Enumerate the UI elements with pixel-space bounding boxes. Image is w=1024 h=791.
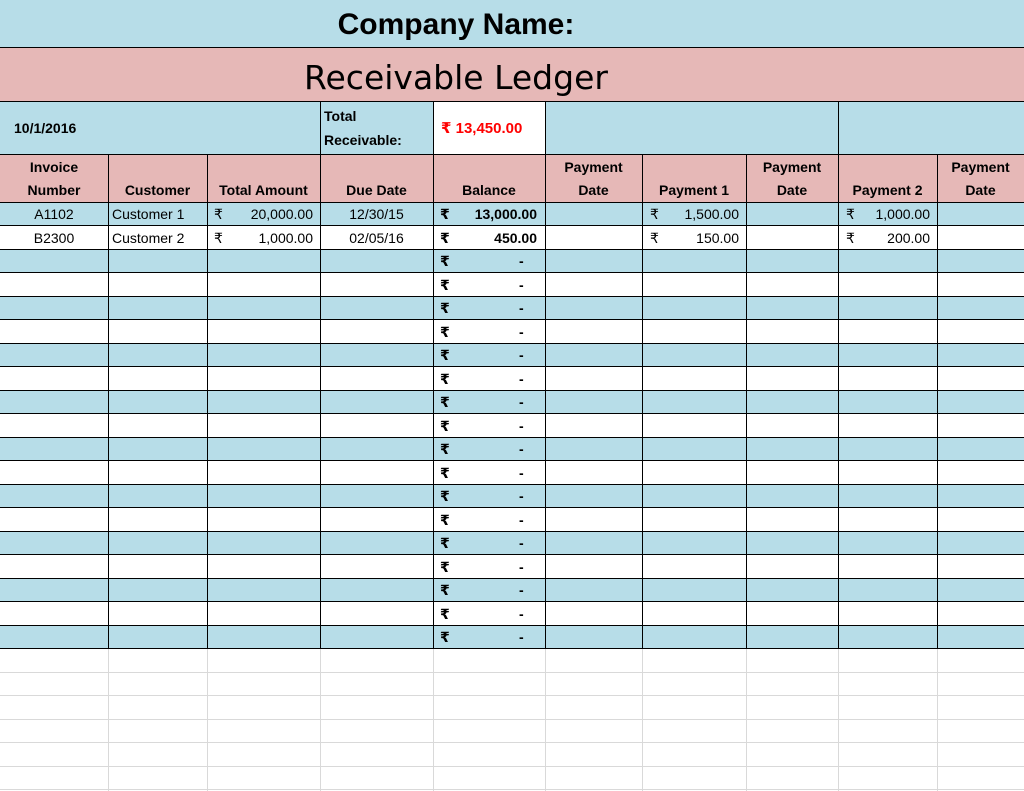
balance-dash: -	[519, 558, 524, 575]
currency-symbol: ₹	[440, 370, 450, 387]
info-border	[545, 101, 546, 154]
currency-symbol: ₹	[440, 229, 450, 246]
currency-symbol: ₹	[440, 464, 450, 481]
section-border	[0, 101, 1024, 102]
column-header: Payment	[564, 159, 623, 175]
balance-dash: -	[519, 535, 524, 551]
currency-symbol: ₹	[214, 206, 223, 222]
empty-row	[0, 555, 1024, 579]
section-border	[0, 47, 1024, 48]
balance-dash: -	[519, 511, 524, 528]
column-header: Payment 1	[658, 182, 730, 198]
payment-2: 200.00	[887, 229, 930, 246]
empty-row	[0, 390, 1024, 414]
balance-dash: -	[519, 253, 524, 269]
gridline	[838, 649, 839, 791]
currency-symbol: ₹	[650, 206, 659, 222]
column-border	[838, 154, 839, 649]
column-header: Customer	[124, 182, 191, 198]
balance-dash: -	[519, 300, 524, 316]
currency-symbol: ₹	[440, 558, 450, 575]
currency-symbol: ₹	[440, 582, 450, 598]
row-border	[0, 413, 1024, 414]
due-date: 12/30/15	[349, 206, 404, 222]
row-border	[0, 390, 1024, 391]
balance-dash: -	[519, 629, 524, 645]
invoice-number: A1102	[34, 206, 74, 222]
info-border	[838, 101, 839, 154]
column-border	[320, 154, 321, 649]
column-header: Payment 2	[852, 182, 923, 198]
customer-name: Customer 2	[112, 229, 185, 246]
payment-2: 1,000.00	[875, 206, 930, 222]
section-border	[0, 154, 1024, 155]
empty-row	[0, 343, 1024, 367]
currency-symbol: ₹	[440, 535, 450, 551]
column-header: Date	[776, 182, 808, 198]
total-receivable-label: Total	[324, 108, 357, 124]
row-border	[0, 601, 1024, 602]
balance-dash: -	[519, 582, 524, 598]
balance: 450.00	[494, 229, 537, 246]
total-receivable-value: ₹ 13,450.00	[441, 120, 523, 137]
currency-symbol: ₹	[440, 347, 450, 363]
gridline	[545, 649, 546, 791]
column-border	[108, 154, 109, 649]
empty-row	[0, 625, 1024, 649]
balance-dash: -	[519, 441, 524, 457]
gridline	[320, 649, 321, 791]
column-border	[433, 154, 434, 649]
row-border	[0, 437, 1024, 438]
currency-symbol: ₹	[440, 417, 450, 434]
column-header: Date	[965, 182, 996, 198]
ledger-title: Receivable Ledger	[304, 58, 608, 97]
column-border	[207, 154, 208, 649]
row-border	[0, 507, 1024, 508]
column-header: Date	[578, 182, 609, 198]
column-header: Total Amount	[219, 182, 308, 198]
column-header: Invoice	[29, 159, 79, 175]
gridline	[0, 766, 1024, 767]
currency-symbol: ₹	[440, 629, 450, 645]
row-border	[0, 249, 1024, 250]
empty-row	[0, 484, 1024, 508]
column-border	[937, 154, 938, 649]
empty-row	[0, 461, 1024, 485]
balance: 13,000.00	[474, 206, 537, 222]
total-amount: 1,000.00	[258, 229, 313, 246]
gridline	[0, 789, 1024, 790]
total-receivable-label: Receivable:	[324, 132, 402, 148]
gridline	[207, 649, 208, 791]
row-border	[0, 225, 1024, 226]
row-border	[0, 319, 1024, 320]
gridline	[642, 649, 643, 791]
currency-symbol: ₹	[440, 605, 450, 622]
due-date: 02/05/16	[349, 229, 404, 246]
row-border	[0, 578, 1024, 579]
column-border	[642, 154, 643, 649]
customer-name: Customer 1	[112, 206, 185, 222]
empty-row	[0, 437, 1024, 461]
gridline	[0, 672, 1024, 673]
balance-dash: -	[519, 370, 524, 387]
balance-dash: -	[519, 488, 524, 504]
row-border	[0, 296, 1024, 297]
empty-row	[0, 296, 1024, 320]
balance-dash: -	[519, 394, 524, 410]
currency-symbol: ₹	[440, 323, 450, 340]
gridline	[0, 695, 1024, 696]
empty-row	[0, 414, 1024, 438]
currency-symbol: ₹	[846, 206, 855, 222]
gridline	[746, 649, 747, 791]
currency-symbol: ₹	[846, 229, 855, 246]
gridline	[108, 649, 109, 791]
gridline	[433, 649, 434, 791]
column-border	[545, 154, 546, 649]
currency-symbol: ₹	[440, 276, 450, 293]
gridline	[0, 719, 1024, 720]
row-border	[0, 343, 1024, 344]
empty-row	[0, 602, 1024, 626]
row-border	[0, 460, 1024, 461]
info-border	[320, 101, 321, 154]
invoice-number: B2300	[33, 229, 75, 246]
section-border	[0, 202, 1024, 203]
row-border	[0, 531, 1024, 532]
empty-row	[0, 320, 1024, 344]
currency-symbol: ₹	[440, 511, 450, 528]
empty-row	[0, 531, 1024, 555]
column-header: Payment	[762, 159, 822, 175]
payment-1: 1,500.00	[684, 206, 739, 222]
company-name-label: Company Name:	[337, 8, 575, 41]
balance-dash: -	[519, 464, 524, 481]
column-header: Payment	[951, 159, 1010, 175]
empty-row	[0, 249, 1024, 273]
balance-dash: -	[519, 323, 524, 340]
payment-1: 150.00	[696, 229, 739, 246]
row-border	[0, 625, 1024, 626]
row-border	[0, 554, 1024, 555]
row-border	[0, 648, 1024, 649]
currency-symbol: ₹	[214, 229, 223, 246]
currency-symbol: ₹	[650, 229, 659, 246]
empty-row	[0, 367, 1024, 391]
balance-dash: -	[519, 347, 524, 363]
column-header: Number	[27, 182, 81, 198]
row-border	[0, 366, 1024, 367]
balance-dash: -	[519, 417, 524, 434]
info-border	[433, 101, 434, 154]
column-header: Due Date	[346, 182, 407, 198]
balance-dash: -	[519, 605, 524, 622]
balance-dash: -	[519, 276, 524, 293]
empty-row	[0, 273, 1024, 297]
currency-symbol: ₹	[440, 253, 450, 269]
column-border	[746, 154, 747, 649]
row-border	[0, 484, 1024, 485]
currency-symbol: ₹	[440, 441, 450, 457]
report-date: 10/1/2016	[14, 120, 77, 136]
gridline	[937, 649, 938, 791]
column-header: Balance	[462, 182, 516, 198]
currency-symbol: ₹	[440, 300, 450, 316]
currency-symbol: ₹	[440, 394, 450, 410]
empty-row	[0, 508, 1024, 532]
total-amount: 20,000.00	[250, 206, 313, 222]
empty-row	[0, 578, 1024, 602]
gridline	[0, 742, 1024, 743]
currency-symbol: ₹	[440, 206, 450, 222]
currency-symbol: ₹	[440, 488, 450, 504]
row-border	[0, 272, 1024, 273]
